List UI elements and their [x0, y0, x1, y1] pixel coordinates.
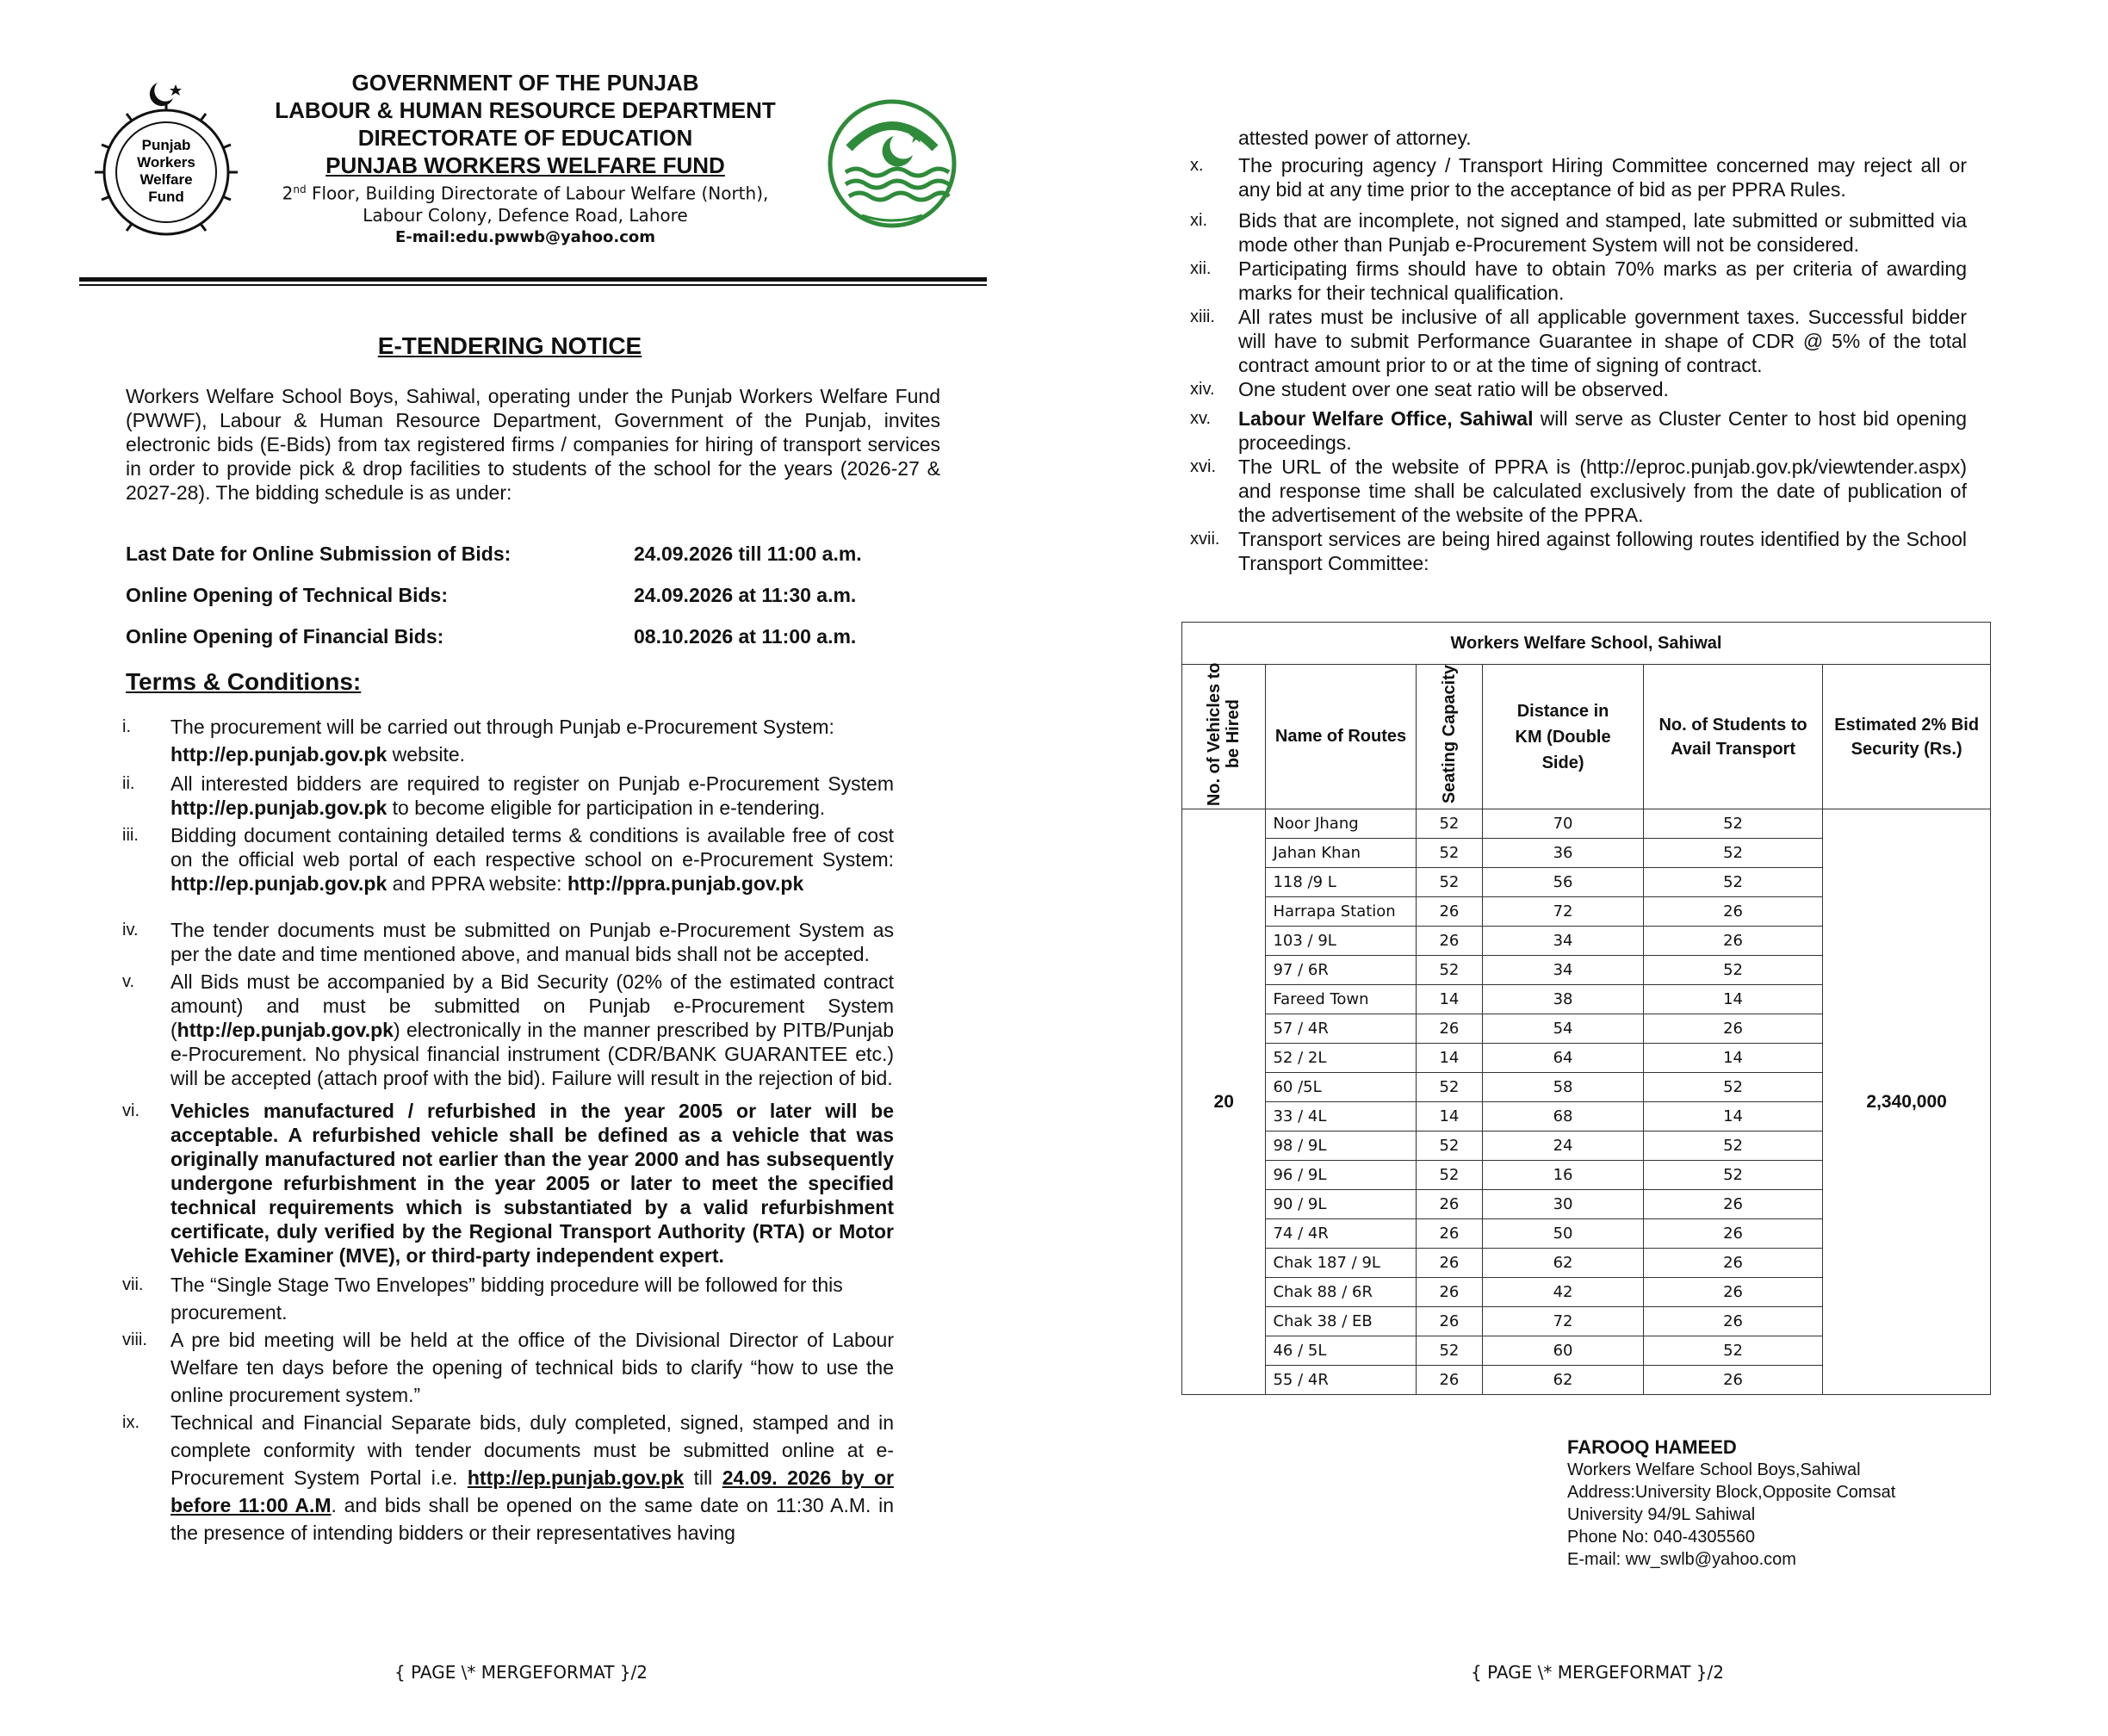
seating-capacity: 26: [1416, 1278, 1483, 1307]
distance-km: 54: [1483, 1014, 1644, 1044]
term-xiii: [1190, 305, 1967, 377]
students-count: 14: [1643, 1102, 1822, 1132]
table-title: Workers Welfare School, Sahiwal: [1182, 623, 1991, 665]
students-count: 52: [1643, 839, 1822, 868]
header-department: LABOUR & HUMAN RESOURCE DEPARTMENT: [275, 97, 776, 123]
seating-capacity: 52: [1416, 868, 1483, 897]
route-name: 33 / 4L: [1266, 1102, 1416, 1132]
term-text: One student over one seat ratio will be observed.: [1238, 378, 1669, 400]
students-count: 52: [1643, 1336, 1822, 1366]
term-number: x.: [1190, 156, 1204, 175]
term-text: Bidding document containing detailed terms & conditions is available free of cost on the official web portal of each respective school on e-Procurement System:: [170, 824, 894, 871]
header-email: E-mail:edu.pwwb@yahoo.com: [394, 227, 656, 246]
routes-table: [1181, 622, 1991, 1395]
route-name: 52 / 2L: [1266, 1044, 1416, 1073]
students-count: 26: [1643, 1190, 1822, 1219]
distance-km: 64: [1483, 1044, 1644, 1073]
term-text: All rates must be inclusive of all applicable government taxes. Successful bidder will have to submit Performance Guarantee in shape of CDR @ 5% of the total contract amount prior to or at the time of signing of contract.: [1238, 306, 1967, 376]
seating-capacity: 52: [1416, 1132, 1483, 1161]
route-name: Chak 38 / EB: [1266, 1307, 1416, 1336]
header-rule-thick: [79, 277, 987, 282]
term-number: xiii.: [1190, 307, 1215, 326]
seating-capacity: 26: [1416, 927, 1483, 956]
students-count: 14: [1643, 1044, 1822, 1073]
seating-capacity: 52: [1416, 1336, 1483, 1366]
distance-km: 36: [1483, 839, 1644, 868]
col-header-security: Estimated 2% Bid Security (Rs.): [1823, 665, 1991, 809]
students-count: 52: [1643, 1161, 1822, 1190]
students-count: 52: [1643, 1132, 1822, 1161]
schedule-value: 24.09.2026 till 11:00 a.m.: [634, 542, 862, 565]
term-number: viii.: [122, 1330, 147, 1349]
table-row: [1182, 809, 1991, 839]
col-header-routes: Name of Routes: [1266, 665, 1416, 809]
schedule-label: Online Opening of Financial Bids:: [126, 625, 444, 648]
distance-km: 56: [1483, 868, 1644, 897]
route-name: Fareed Town: [1266, 985, 1416, 1014]
term-number: i.: [122, 717, 131, 736]
students-count: 26: [1643, 1219, 1822, 1249]
distance-km: 72: [1483, 1307, 1644, 1336]
distance-km: 62: [1483, 1366, 1644, 1395]
route-name: 96 / 9L: [1266, 1161, 1416, 1190]
students-count: 26: [1643, 1278, 1822, 1307]
seating-capacity: 14: [1416, 985, 1483, 1014]
term-text: ) electronically in the manner prescribed by PITB/Punjab e-Procurement. No physical financial instrument (CDR/BANK GUARANTEE etc.) will be accepted (attach proof with the bid). Failure will result in the rejection of bid.: [170, 1019, 894, 1089]
signatory-email: E-mail: ww_swlb@yahoo.com: [1567, 1550, 1796, 1569]
term-number: xii.: [1190, 259, 1212, 278]
routes-table-body: [1182, 809, 1991, 1395]
students-count: 52: [1643, 868, 1822, 897]
students-count: 52: [1643, 1073, 1822, 1102]
col-header-vehicles: [1182, 662, 1266, 809]
vehicles-count: 20: [1182, 809, 1266, 1395]
page-footer: { PAGE \* MERGEFORMAT }/2: [394, 1662, 648, 1683]
distance-km: 38: [1483, 985, 1644, 1014]
term-number: vii.: [122, 1275, 144, 1294]
ppra-link[interactable]: http://ppra.punjab.gov.pk: [567, 872, 804, 895]
seating-capacity: 26: [1416, 1014, 1483, 1044]
term-vii: [122, 1271, 894, 1326]
header-directorate: DIRECTORATE OF EDUCATION: [357, 125, 693, 151]
header-government: GOVERNMENT OF THE PUNJAB: [351, 70, 699, 96]
route-name: 103 / 9L: [1266, 927, 1416, 956]
terms-list-left: [122, 713, 895, 1547]
seating-capacity: 14: [1416, 1044, 1483, 1073]
term-text: . and bids shall be opened on the same date on 11:30 A.M. in the presence of intending bidders or their representatives having: [170, 1494, 895, 1544]
term-xv: [1190, 406, 1968, 455]
term-text: All interested bidders are required to register on Punjab e-Procurement System: [170, 772, 894, 795]
term-text: The procuring agency / Transport Hiring Committee concerned may reject all or any bid at any time prior to the acceptance of bid as per PPRA Rules.: [1238, 154, 1967, 201]
students-count: 14: [1643, 985, 1822, 1014]
term-xii: [1190, 257, 1967, 305]
route-name: 90 / 9L: [1266, 1190, 1416, 1219]
term-number: iii.: [122, 826, 139, 845]
term-number: iv.: [122, 921, 139, 939]
distance-km: 30: [1483, 1190, 1644, 1219]
seating-capacity: 52: [1416, 1161, 1483, 1190]
letterhead: [258, 69, 792, 248]
route-name: 46 / 5L: [1266, 1336, 1416, 1366]
signatory-name: FAROOQ HAMEED: [1567, 1436, 1737, 1458]
terms-list-right: [1190, 126, 1968, 575]
students-count: 26: [1643, 1366, 1822, 1395]
term-text: Transport services are being hired against following routes identified by the School Transport Committee:: [1238, 528, 1967, 574]
seating-capacity: 26: [1416, 897, 1483, 927]
students-count: 26: [1643, 1249, 1822, 1278]
term-viii: [122, 1326, 894, 1409]
route-name: Harrapa Station: [1266, 897, 1416, 927]
address-floor-number: 2: [282, 183, 294, 204]
address-building: Floor, Building Directorate of Labour Welfare (North),: [306, 183, 769, 204]
table-header-row: [1182, 665, 1991, 809]
signatory-address-cont: University 94/9L Sahiwal: [1567, 1505, 1756, 1524]
ep-punjab-link[interactable]: http://ep.punjab.gov.pk: [177, 1019, 394, 1041]
distance-km: 50: [1483, 1219, 1644, 1249]
term-text: The procurement will be carried out through Punjab e-Procurement System:: [170, 716, 834, 738]
distance-km: 58: [1483, 1073, 1644, 1102]
term-ix: [122, 1409, 895, 1547]
term-i: [122, 713, 894, 768]
header-address-line1: [258, 179, 792, 205]
route-name: 118 /9 L: [1266, 868, 1416, 897]
punjab-emblem-logo: [815, 86, 970, 241]
seating-capacity: 52: [1416, 839, 1483, 868]
route-name: 98 / 9L: [1266, 1132, 1416, 1161]
ep-punjab-link[interactable]: http://ep.punjab.gov.pk: [170, 797, 388, 819]
route-name: Noor Jhang: [1266, 809, 1416, 839]
route-name: 57 / 4R: [1266, 1014, 1416, 1044]
term-text: Participating firms should have to obtain 70% marks as per criteria of awarding marks for their technical qualification.: [1238, 257, 1967, 304]
signatory-address: Address:University Block,Opposite Comsat: [1567, 1483, 1896, 1502]
term-number: xiv.: [1190, 380, 1215, 399]
col-header-students: No. of Students to Avail Transport: [1643, 665, 1822, 809]
term-text: and PPRA website:: [387, 872, 567, 895]
term-text: Bids that are incomplete, not signed and stamped, late submitted or submitted via mode other than Punjab e-Procurement System will not be considered.: [1238, 209, 1967, 256]
col-header-distance: Distance in KM (Double Side): [1483, 665, 1644, 809]
term-v: [122, 970, 894, 1090]
seating-capacity: 52: [1416, 1073, 1483, 1102]
term-xi: [1190, 208, 1967, 257]
header-text: Seating Capacity: [1439, 665, 1459, 804]
logo-text-welfare: Welfare: [140, 171, 193, 188]
schedule-value: 08.10.2026 at 11:00 a.m.: [634, 625, 857, 648]
term-number: ix.: [122, 1413, 140, 1432]
term-text: A pre bid meeting will be held at the office of the Divisional Director of Labour Welfare ten days before the opening of technical bids to clarify “how to use the online procurement system.”: [170, 1329, 894, 1406]
term-xvii: [1190, 527, 1967, 575]
term-iv: [122, 918, 894, 966]
term-text: All Bids must be accompanied by a Bid Security (02% of the estimated contract amount) and must be submitted on Punjab e-Procurement System (: [170, 970, 894, 1041]
term-number: xvii.: [1190, 530, 1220, 549]
ep-punjab-link[interactable]: http://ep.punjab.gov.pk: [170, 743, 388, 766]
ep-punjab-link[interactable]: http://ep.punjab.gov.pk: [467, 1466, 685, 1489]
seating-capacity: 26: [1416, 1219, 1483, 1249]
students-count: 26: [1643, 897, 1822, 927]
ep-punjab-link[interactable]: http://ep.punjab.gov.pk: [170, 872, 388, 895]
students-count: 26: [1643, 1307, 1822, 1336]
page-footer: { PAGE \* MERGEFORMAT }/2: [1471, 1662, 1724, 1683]
notice-intro: Workers Welfare School Boys, Sahiwal, operating under the Punjab Workers Welfare Fund (PWWF), Labour & Human Resource Department, Government of the Punjab, invites electronic bids (E-Bids) from tax registered firms / companies for hiring of transport services in order to provide pick & drop facilities to students of the school for the years (2026-27 & 2027-28). The bidding schedule is as under:: [126, 385, 940, 504]
signature-block: [1567, 1436, 1895, 1571]
term-x: [1190, 153, 1967, 202]
route-name: Chak 187 / 9L: [1266, 1249, 1416, 1278]
term-text: Technical and Financial Separate bids, duly completed, signed, stamped and in complete conformity with tender documents must be submitted online at e-Procurement System Portal i.e.: [170, 1411, 894, 1489]
term-text: The tender documents must be submitted on Punjab e-Procurement System as per the date and time mentioned above, and manual bids shall not be accepted.: [170, 919, 894, 965]
seating-capacity: 26: [1416, 1366, 1483, 1395]
route-name: 97 / 6R: [1266, 956, 1416, 985]
schedule-value: 24.09.2026 at 11:30 a.m.: [634, 584, 857, 606]
logo-text-punjab: Punjab: [141, 137, 191, 153]
term-text: The URL of the website of PPRA is (http://eproc.punjab.gov.pk/viewtender.aspx) and response time shall be calculated exclusively from the date of publication of the advertisement of the website of the PPRA.: [1238, 456, 1967, 526]
distance-km: 70: [1483, 809, 1644, 839]
term-text: till: [684, 1466, 722, 1489]
term-text: website.: [387, 743, 466, 766]
term-vi: [122, 1099, 894, 1268]
distance-km: 72: [1483, 897, 1644, 927]
notice-title: E-TENDERING NOTICE: [377, 332, 642, 359]
term-number: xvi.: [1190, 457, 1216, 476]
students-count: 26: [1643, 1014, 1822, 1044]
schedule-label: Last Date for Online Submission of Bids:: [126, 542, 512, 565]
route-name: 55 / 4R: [1266, 1366, 1416, 1395]
right-page: [1054, 0, 2108, 1736]
terms-title: Terms & Conditions:: [126, 668, 362, 695]
route-name: 60 /5L: [1266, 1073, 1416, 1102]
signatory-phone: Phone No: 040-4305560: [1567, 1528, 1755, 1547]
term-iii: [122, 823, 894, 896]
term-xvi: [1190, 455, 1967, 527]
logo-text-workers: Workers: [137, 154, 195, 170]
submission-deadline: 24.09. 2026 by or before 11:00 A.M: [170, 1466, 894, 1516]
pwwf-logo: [84, 76, 248, 245]
col-header-seating: [1416, 665, 1483, 809]
bid-security-amount: 2,340,000: [1823, 809, 1991, 1395]
distance-km: 62: [1483, 1249, 1644, 1278]
distance-km: 34: [1483, 927, 1644, 956]
distance-km: 16: [1483, 1161, 1644, 1190]
table-title-row: [1182, 623, 1991, 665]
term-text: The “Single Stage Two Envelopes” bidding procedure will be followed for this procurement.: [170, 1274, 843, 1324]
seating-capacity: 26: [1416, 1249, 1483, 1278]
students-count: 52: [1643, 809, 1822, 839]
term-number: ii.: [122, 774, 135, 793]
logo-text-fund: Fund: [148, 189, 184, 205]
signatory-school: Workers Welfare School Boys,Sahiwal: [1567, 1460, 1861, 1479]
seating-capacity: 52: [1416, 809, 1483, 839]
route-name: 74 / 4R: [1266, 1219, 1416, 1249]
term-number: xi.: [1190, 211, 1207, 230]
header-rule-thin: [79, 284, 987, 286]
seating-capacity: 52: [1416, 956, 1483, 985]
header-text: No. of Vehicles to be Hired: [1205, 662, 1243, 806]
distance-km: 42: [1483, 1278, 1644, 1307]
route-name: Chak 88 / 6R: [1266, 1278, 1416, 1307]
term-text: will serve as Cluster Center to host bid opening proceedings.: [1238, 407, 1968, 454]
distance-km: 34: [1483, 956, 1644, 985]
seating-capacity: 14: [1416, 1102, 1483, 1132]
address-floor-suffix: nd: [293, 183, 307, 195]
header-address-line2: Labour Colony, Defence Road, Lahore: [363, 204, 688, 226]
distance-km: 60: [1483, 1336, 1644, 1366]
students-count: 52: [1643, 956, 1822, 985]
term-xiv: [1190, 377, 1967, 401]
cluster-center-office: Labour Welfare Office, Sahiwal: [1238, 407, 1534, 430]
distance-km: 24: [1483, 1132, 1644, 1161]
term-ix-continued: attested power of attorney.: [1238, 127, 1472, 149]
term-number: xv.: [1190, 409, 1212, 428]
distance-km: 68: [1483, 1102, 1644, 1132]
term-number: vi.: [122, 1101, 140, 1120]
seating-capacity: 26: [1416, 1190, 1483, 1219]
header-fund: PUNJAB WORKERS WELFARE FUND: [326, 152, 725, 178]
schedule-label: Online Opening of Technical Bids:: [126, 584, 448, 606]
term-number: v.: [122, 972, 135, 991]
term-text: to become eligible for participation in e-tendering.: [387, 797, 826, 819]
term-text: Vehicles manufactured / refurbished in the year 2005 or later will be acceptable. A refurbished vehicle shall be defined as a vehicle that was originally manufactured not earlier than the year 2000 and has subsequently undergone refurbishment in the year 2005 or later to meet the specified technical requirements which is substantiated by a valid refurbishment certificate, duly verified by the Regional Transport Authority (RTA) or Motor Vehicle Examiner (MVE), or third-party independent expert.: [170, 1100, 894, 1267]
term-ii: [122, 772, 894, 820]
students-count: 26: [1643, 927, 1822, 956]
seating-capacity: 26: [1416, 1307, 1483, 1336]
route-name: Jahan Khan: [1266, 839, 1416, 868]
